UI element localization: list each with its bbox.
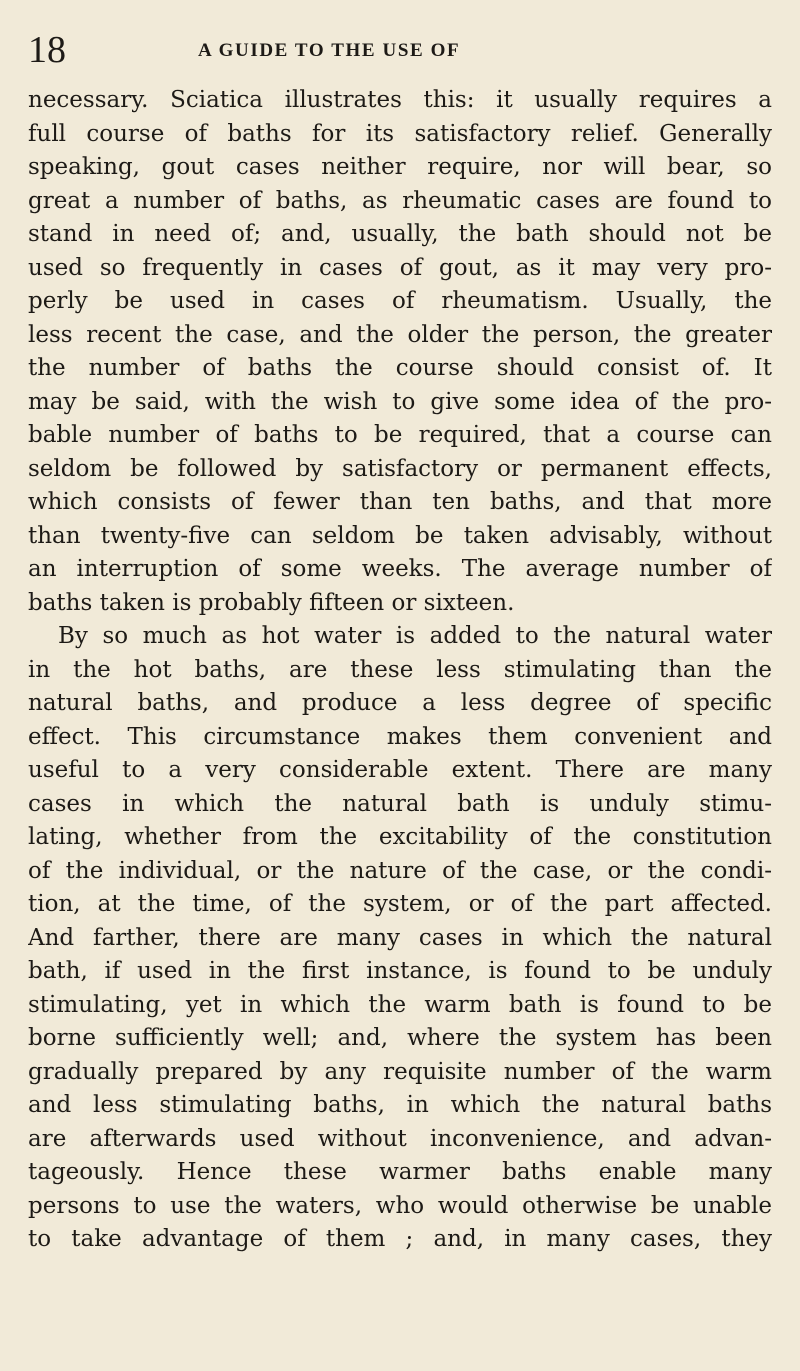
running-title: A GUIDE TO THE USE OF <box>198 40 461 61</box>
page-number: 18 <box>28 29 66 71</box>
paragraph <box>28 620 772 1257</box>
text-line: less recent the case, and the older the person, the greater <box>28 321 772 348</box>
text-line: natural baths, and produce a less degree of specific <box>28 690 772 716</box>
text-line: stand in need of; and, usually, the bath should not be <box>28 221 772 247</box>
text-line: used so frequently in cases of gout, as it may very pro- <box>28 254 772 281</box>
text-line: of the individual, or the nature of the case, or the condi- <box>28 857 772 884</box>
text-line: in the hot baths, are these less stimulating than the <box>28 656 772 683</box>
text-line: to take advantage of them ; and, in many cases, they <box>28 1226 772 1252</box>
text-line: necessary. Sciatica illustrates this: it usually requires a <box>28 87 772 113</box>
text-line: bath, if used in the first instance, is found to be unduly <box>28 958 772 984</box>
text-line: an interruption of some weeks. The average number of <box>28 556 772 582</box>
text-line: baths taken is probably fifteen or sixteen. <box>28 589 515 616</box>
body-text <box>28 84 772 1257</box>
page-header <box>28 30 772 70</box>
text-line: great a number of baths, as rheumatic cases are found to <box>28 187 772 214</box>
text-line: gradually prepared by any requisite number of the warm <box>28 1058 772 1085</box>
text-line: tion, at the time, of the system, or of the part affected. <box>28 891 772 917</box>
text-line: the number of baths the course should consist of. It <box>28 355 772 381</box>
text-line: are afterwards used without inconvenience, and advan- <box>28 1125 772 1152</box>
text-line: effect. This circumstance makes them convenient and <box>28 723 772 750</box>
text-line: may be said, with the wish to give some idea of the pro- <box>28 388 772 415</box>
paragraph <box>28 84 772 620</box>
text-line: cases in which the natural bath is unduly stimu- <box>28 790 772 817</box>
text-line: full course of baths for its satisfactory relief. Generally <box>28 120 772 147</box>
text-line: perly be used in cases of rheumatism. Usually, the <box>28 288 772 314</box>
text-line: By so much as hot water is added to the natural water <box>58 623 772 649</box>
text-line: speaking, gout cases neither require, nor will bear, so <box>28 154 772 180</box>
text-line: lating, whether from the excitability of the constitution <box>28 824 772 850</box>
text-line: tageously. Hence these warmer baths enable many <box>28 1159 772 1185</box>
text-line: And farther, there are many cases in which the natural <box>28 924 772 951</box>
text-line: borne sufficiently well; and, where the system has been <box>28 1025 772 1051</box>
text-line: stimulating, yet in which the warm bath is found to be <box>28 991 772 1018</box>
text-line: seldom be followed by satisfactory or permanent effects, <box>28 455 772 482</box>
text-line: which consists of fewer than ten baths, and that more <box>28 489 772 515</box>
text-line: persons to use the waters, who would otherwise be unable <box>28 1192 772 1219</box>
text-line: bable number of baths to be required, that a course can <box>28 422 772 448</box>
text-line: than twenty-five can seldom be taken advisably, without <box>28 522 772 549</box>
text-line: and less stimulating baths, in which the natural baths <box>28 1092 772 1118</box>
text-line: useful to a very considerable extent. There are many <box>28 757 772 783</box>
